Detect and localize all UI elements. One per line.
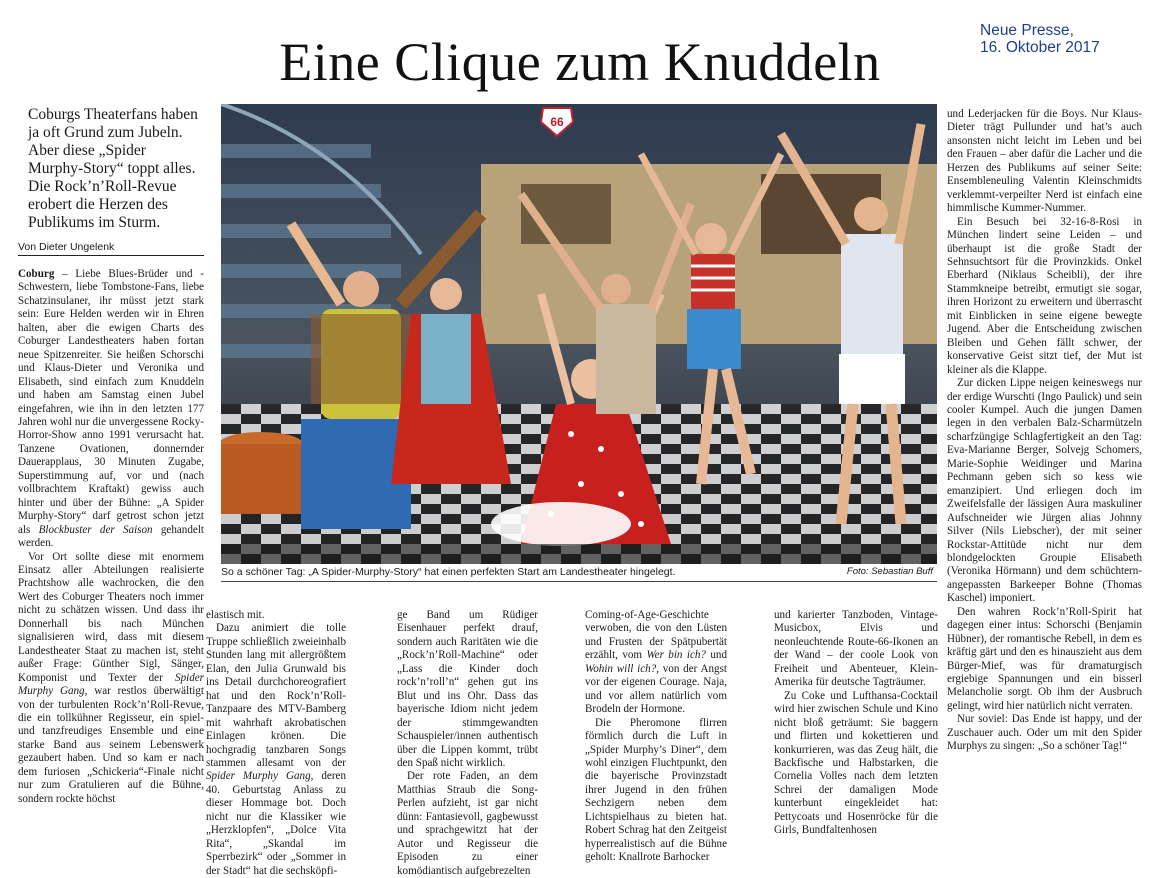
photo-credit: Foto: Sebastian Buff <box>846 566 933 577</box>
stage-photo-illustration <box>221 104 937 564</box>
column-2 <box>206 609 346 878</box>
column-6 <box>947 108 1142 754</box>
headline: Eine Clique zum Knuddeln <box>279 32 881 92</box>
paragraph <box>18 268 204 551</box>
stage-photo <box>221 104 937 564</box>
column-1 <box>18 268 204 806</box>
text: Coming-of-Age-Geschichte verwoben, die von den Lüsten und Frusten der Spätpubertät erzählt, vom <box>585 609 727 662</box>
column-5 <box>774 609 938 838</box>
emphasis: Spider Murphy Gang <box>206 770 311 783</box>
text: , von der Angst vor der eigenen Courage. Naja, und vor allem natürlich vom Brodeln der Hormone. <box>585 662 727 716</box>
caption-text: So a schöner Tag: „A Spider-Murphy-Story“ hat einen perfekten Start am Landestheater hingelegt. <box>221 566 676 578</box>
photo-caption <box>221 566 937 582</box>
paragraph: Die Pheromone flirren förmlich durch die Luft in „Spider Murphy’s Diner“, dem wohl einzigen Fluchtpunkt, den die bayerische Provinzstadt ihrer Jugend in den frühen Sechzigern neben dem Lichtspielhaus zu bieten hat. Robert Schrag hat den Zeitgeist hyperrealistisch auf die Bühne geholt: Knallrote Barhocker <box>585 716 727 864</box>
paragraph: Nur soviel: Das Ende ist happy, und der Zuschauer auch. Oder um mit den Spider Murphys zu singen: „So a schöner Tag!“ <box>947 713 1142 753</box>
text: Vor Ort sollte diese mit enormem Einsatz aller Abteilungen realisierte Prachtshow alle wachrocken, die den Wert des Coburger Theaters noch immer nicht zu schätzen wissen. Und dass ihr Donnerhall bis nach München signalisieren wird, dass mit diesem Landestheater Staat zu machen ist, steht außer Frage: Günther Sigl, Sänger, Komponist und Texter der <box>18 550 204 684</box>
paragraph: ge Band um Rüdiger Eisenhauer perfekt drauf, sondern auch Raritäten wie die „Rock’n’Roll-Machine“ oder „Lass die Kinder doch rock’n’roll’n“ gehen gut ins Blut und ins Ohr. Dass das bayerische Idiom nicht jedem der stimmgewandten Schauspieler/innen authentisch über die Lippen kommt, trübt den Spaß nicht wirklich. <box>397 609 538 769</box>
emphasis: Blockbuster der Saison <box>38 523 153 536</box>
dateline: Coburg <box>18 268 55 280</box>
paragraph <box>585 609 727 717</box>
byline: Von Dieter Ungelenk <box>18 241 204 256</box>
source-publication: Neue Presse, <box>980 22 1074 39</box>
text: , war restlos überwältigt von der turbulenten Rock’n’Roll-Revue, die ein tollkühner Regisseur, ein spiel- und tanzfreudiges Ensemble und eine starke Band aus seinem Lebenswerk gezaubert haben. Und so kam er nach dem furiosen „Schickeria“-Finale nicht nur zum Gratulieren auf die Bühne, sondern rockte höchst <box>18 685 204 805</box>
route-66-sign-text: 66 <box>550 115 564 129</box>
source-date: 16. Oktober 2017 <box>980 39 1100 56</box>
source-label <box>980 22 1150 56</box>
paragraph: Zu Coke und Lufthansa-Cocktail wird hier zwischen Schule und Kino nicht bloß geträumt: Sie baggern und flirten und kokettieren und konkurrieren, was das Zeug hält, die Backfische und Halbstarken, die Cornelia Volles nach dem letzten Schrei der damaligen Mode kunterbunt eingekleidet hat: Pettycoats und Hosenröcke für die Girls, Bundfaltenhosen <box>774 689 938 837</box>
paragraph: Den wahren Rock’n’Roll-Spirit hat dagegen einer intus: Schorschi (Benjamin Hübner), der romantische Rebell, in dem es kräftig gärt und den es hinauszieht aus dem Bürger-Mief, was für dramaturgisch ergiebige Spannungen und ein bisserl Melancholie sorgt. Ob ihm der Ausbruch gelingt, wird hier natürlich nicht verraten. <box>947 605 1142 712</box>
emphasis: Wohin will ich? <box>585 662 657 675</box>
column-3 <box>397 609 538 878</box>
emphasis: Wer bin ich? <box>646 649 706 662</box>
text: , deren 40. Geburtstag Anlass zu dieser Hommage bot. Doch nicht nur die Klassiker wie „Herzklopfen“, „Dolce Vita Rita“, „Skandal im Sperrbezirk“ oder „Sommer in der Stadt“ hat die sechsköpfi- <box>206 770 346 877</box>
text: und <box>705 649 727 662</box>
paragraph <box>206 622 346 878</box>
paragraph: Zur dicken Lippe neigen keineswegs nur der erdige Wurschti (Ingo Paulick) und sein cooler Kumpel. Auch die jungen Damen legen in den verbalen Balz-Scharmützeln scharfzüngige Schlagfertigkeit an den Tag: Eva-Marianne Berger, Solvejg Schomers, Marie-Sophie Weidinger und Marina Pechmann geben sich so kess wie emanzipiert. Und erliegen doch im Zweifelsfalle der lässigen Aura maskuliner Aufschneider wie Jürgen alias Johnny Silver (Nils Liebscher), der mit seiner Rockstar-Attitüde nicht nur dem blondgelockten Groupie Elisabeth (Veronika Hörmann) und dem schüchtern-angepassten Barkeeper Bohne (Thomas Kaschel) imponiert. <box>947 377 1142 605</box>
text: – Liebe Blues-Brüder und -Schwestern, liebe Tombstone-Fans, liebe Schatzinsulaner, ihr müsst jetzt stark sein: Eure Helden werden wir in Ehren halten, aber die ewigen Charts des Coburger Landestheaters haben fortan neue Spitzenreiter. Sie heißen Schorschi und Klaus-Dieter und Veronika und Elisabeth, sind einfach zum Knuddeln und haben am Samstag einen Jubel eingefahren, wie ihn in den letzten 177 Jahren wohl nur die unvergessene Rocky-Horror-Show anno 1991 verursacht hat. Tanzene Ovationen, donnernder Dauerapplaus, 30 Minuten Zugabe, Superstimmung auf, vor und (nach vollbrachtem Kraftakt) gewiss auch hinter und über der Bühne: „A Spider Murphy-Story“ darf getrost schon jetzt als <box>18 268 204 536</box>
paragraph: Der rote Faden, an dem Matthias Straub die Song-Perlen aufzieht, ist gar nicht dünn: Fantasievoll, gagbewusst und sprachgewitzt hat der Autor und Regisseur die Episoden zu einer komödiantisch aufgebrezelten <box>397 770 538 877</box>
paragraph: und karierter Tanzboden, Vintage-Musicbox, Elvis und neonleuchtende Route-66-Ikonen an der Wand – der coole Look von Freiheit und Abenteuer, Klein-Amerika für deutsche Tagträumer. <box>774 609 938 689</box>
lead-paragraph: Coburgs Theaterfans haben ja oft Grund zum Jubeln. Aber diese „Spider Murphy-Story“ toppt alles. Die Rock’n’Roll-Revue erobert die Herzen des Publikums im Sturm. <box>28 106 198 231</box>
text: gehandelt werden. <box>18 523 204 550</box>
text: Dazu animiert die tolle Truppe schließlich zweieinhalb Stunden lang mit allergrößtem Elan, den Julia Grunwald bis ins Detail durchchoreografiert hat und den Rock’n’Roll-Tanzpaare des MTV-Bamberg mit wahrhaft akrobatischen Einlagen krönen. Die hochgradig tanzbaren Songs stammen allesamt von der <box>206 622 346 769</box>
paragraph: Ein Besuch bei 32-16-8-Rosi in München lindert seine Leiden – und überhaupt ist die große Stadt der Sehnsuchtsort für die Provinzkids. Onkel Eberhard (Niklaus Scheibli), der ihre Stammkneipe betreibt, ermutigt sie sogar, ihren Horizont zu erweitern und überrascht mit Einblicken in seine eigene bewegte Jugend. Aber die Entscheidung zwischen Bleiben und Gehen fällt schwer, der konservative Geist sitzt tief, der Mut ist kleiner als die Klappe. <box>947 215 1142 376</box>
column-4 <box>585 609 727 865</box>
emphasis: Spider Murphy Gang <box>18 671 204 698</box>
paragraph <box>18 551 204 807</box>
paragraph: und Lederjacken für die Boys. Nur Klaus-Dieter trägt Pullunder und hat’s auch ansonsten nicht leicht im Leben und bei den Frauen – aber dafür die Lacher und die Herzen des Publikums auf seiner Seite: Ensembleneuling Valentin Kleinschmidts verklemmt-verpeilter Nerd ist einfach eine himmlische Kummer-Nummer. <box>947 108 1142 215</box>
paragraph: elastisch mit. <box>206 609 265 621</box>
